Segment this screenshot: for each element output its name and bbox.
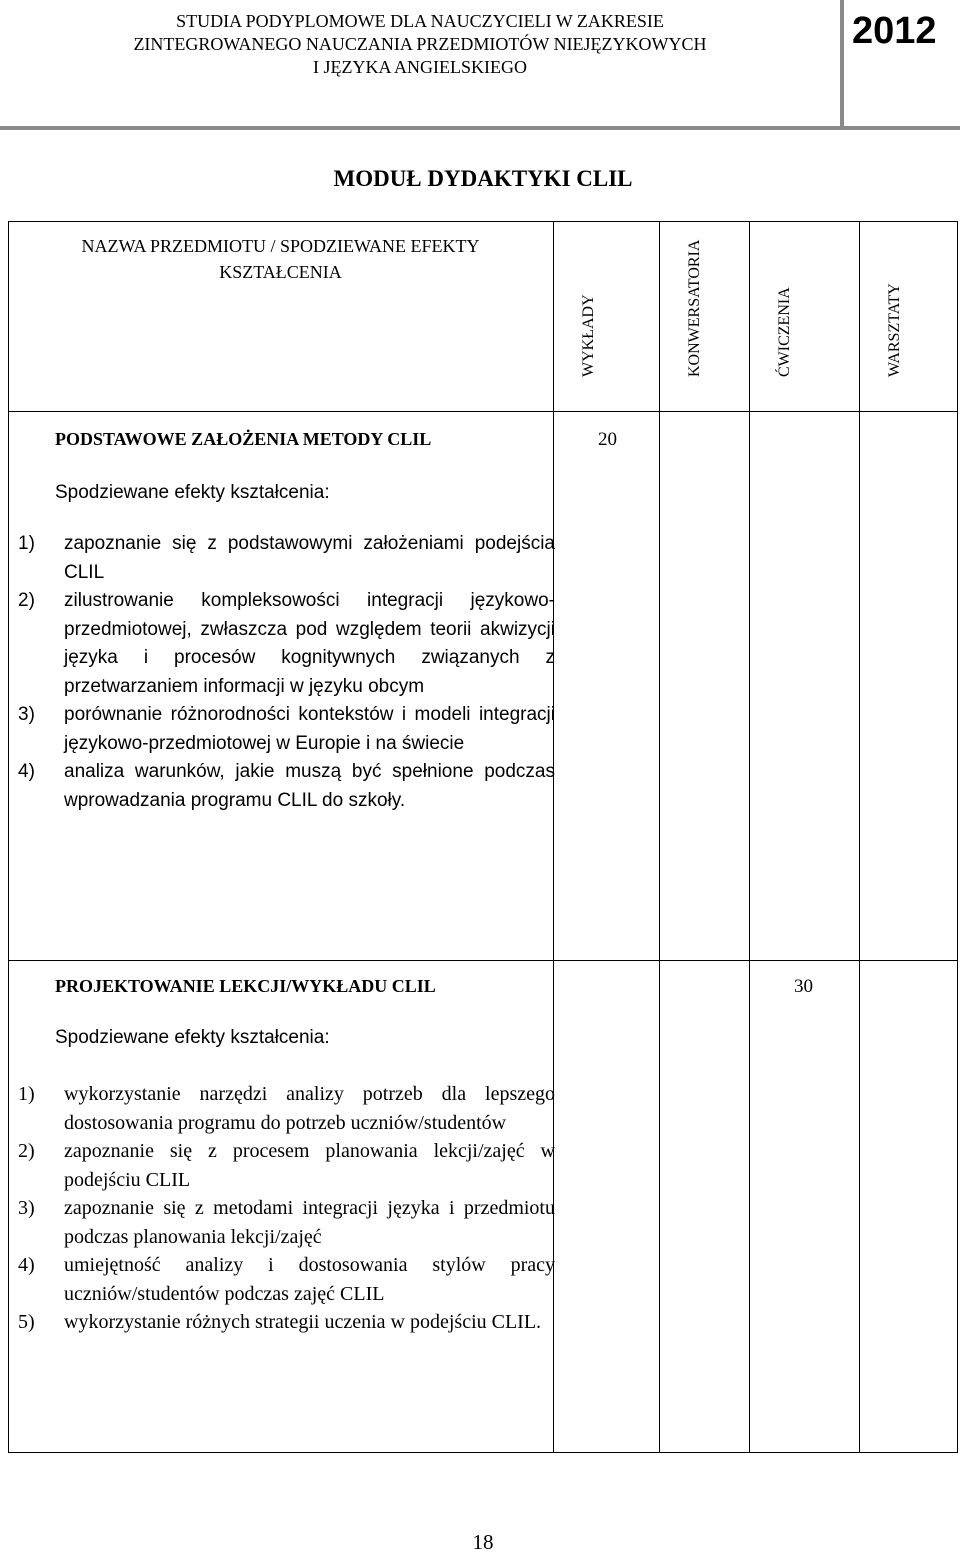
- header-year-box: [840, 0, 960, 130]
- table-header-line-2: KSZTAŁCENIA: [219, 262, 342, 282]
- page-header: [0, 0, 960, 134]
- table-border-top: [8, 221, 958, 222]
- list-item: 4) umiejętność analizy i dostosowania stylów pracy uczniów/studentów podczas zajęć CLIL: [18, 1254, 555, 1305]
- list-item: 1) zapoznanie się z podstawowymi założeniami podejścia CLIL: [18, 533, 555, 583]
- curriculum-table: [8, 221, 958, 1453]
- list-item-text: porównanie różnorodności kontekstów i modeli integracji językowo-przedmiotowej w Europie i na świecie: [64, 704, 555, 754]
- table-col-divider-4: [859, 221, 860, 1453]
- header-line-1: STUDIA PODYPLOMOWE DLA NAUCZYCIELI W ZAKRESIE: [176, 11, 664, 31]
- list-item-text: zilustrowanie kompleksowości integracji językowo-przedmiotowej, zwłaszcza pod względem teorii akwizycji języka i procesów kognitywnych związanych z przetwarzaniem informacji w języku obcym: [64, 590, 555, 697]
- table-row-divider: [8, 960, 958, 961]
- list-item-text: wykorzystanie różnych strategii uczenia w podejściu CLIL.: [64, 1311, 542, 1333]
- list-item: 2) zapoznanie się z procesem planowania lekcji/zajęć w podejściu CLIL: [18, 1140, 555, 1191]
- col-header-warsztaty: WARSZTATY: [886, 283, 903, 377]
- table-header-line-1: NAZWA PRZEDMIOTU / SPODZIEWANE EFEKTY: [81, 236, 480, 256]
- col-header-konwersatoria: KONWERSATORIA: [686, 239, 703, 377]
- table-border-bottom: [8, 1452, 958, 1453]
- list-item-text: zapoznanie się z metodami integracji języka i przedmiotu podczas planowania lekcji/zajęć: [64, 1197, 555, 1248]
- list-item-text: umiejętność analizy i dostosowania stylów pracy uczniów/studentów podczas zajęć CLIL: [64, 1254, 555, 1305]
- header-year: 2012: [852, 10, 937, 52]
- section-subtitle: Spodziewane efekty kształcenia:: [55, 1027, 330, 1048]
- module-title: MODUŁ DYDAKTYKI CLIL: [333, 166, 633, 191]
- hours-konwersatoria: 30: [794, 976, 813, 997]
- list-item: 3) zapoznanie się z metodami integracji języka i przedmiotu podczas planowania lekcji/zajęć: [18, 1197, 555, 1248]
- list-item: 3) porównanie różnorodności kontekstów i modeli integracji językowo-przedmiotowej w Europie i na świecie: [18, 704, 555, 754]
- hours-wyklady: 20: [598, 429, 617, 450]
- table-header-subject: [8, 233, 553, 285]
- col-header-wyklady: WYKŁADY: [580, 294, 597, 377]
- page-number: 18: [472, 1530, 494, 1554]
- col-header-cwiczenia: ĆWICZENIA: [776, 287, 793, 377]
- list-item: 4) analiza warunków, jakie muszą być spełnione podczas wprowadzania programu CLIL do szkoły.: [18, 761, 555, 811]
- list-item: 5) wykorzystanie różnych strategii uczenia w podejściu CLIL.: [18, 1311, 542, 1333]
- section-title: PODSTAWOWE ZAŁOŻENIA METODY CLIL: [55, 429, 432, 449]
- list-item-text: wykorzystanie narzędzi analizy potrzeb dla lepszego dostosowania programu do potrzeb uczniów/studentów: [64, 1083, 555, 1134]
- learning-outcomes-list: [18, 530, 555, 815]
- list-item: 2) zilustrowanie kompleksowości integracji językowo-przedmiotowej, zwłaszcza pod względem teorii akwizycji języka i procesów kognitywnych związanych z przetwarzaniem informacji w języku obcym: [18, 590, 555, 697]
- list-item-text: zapoznanie się z procesem planowania lekcji/zajęć w podejściu CLIL: [64, 1140, 555, 1191]
- table-col-divider-3: [749, 221, 750, 1453]
- learning-outcomes-list: [18, 1080, 555, 1337]
- section-subtitle: Spodziewane efekty kształcenia:: [55, 482, 330, 503]
- table-border-right: [957, 221, 958, 1453]
- list-item-text: analiza warunków, jakie muszą być spełnione podczas wprowadzania programu CLIL do szkoły.: [64, 761, 555, 811]
- header-line-2: ZINTEGROWANEGO NAUCZANIA PRZEDMIOTÓW NIEJĘZYKOWYCH: [133, 34, 707, 54]
- table-col-divider-2: [659, 221, 660, 1453]
- table-border-left: [8, 221, 9, 1453]
- table-header-divider: [8, 411, 958, 412]
- list-item-text: zapoznanie się z podstawowymi założeniami podejścia CLIL: [64, 533, 555, 583]
- list-item: 1) wykorzystanie narzędzi analizy potrzeb dla lepszego dostosowania programu do potrzeb uczniów/studentów: [18, 1083, 555, 1134]
- header-title-block: [0, 0, 840, 130]
- section-title: PROJEKTOWANIE LEKCJI/WYKŁADU CLIL: [55, 976, 436, 996]
- header-line-3: I JĘZYKA ANGIELSKIEGO: [313, 57, 527, 77]
